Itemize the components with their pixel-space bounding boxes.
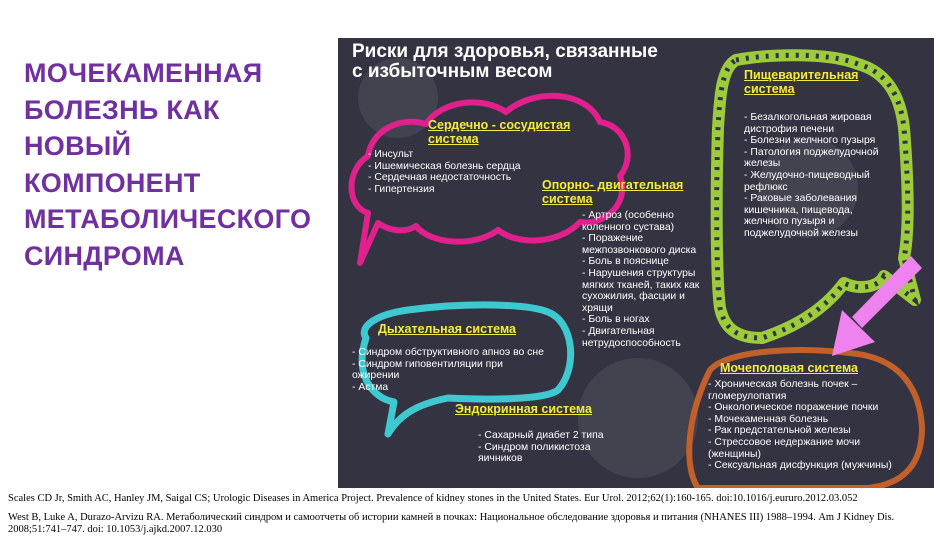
list-item: - Поражение [582,233,644,245]
respiratory-title [378,322,516,336]
list-item: - Нарушения структуры [582,267,696,279]
list-item: гломерулопатия [708,390,787,402]
references [8,493,933,543]
list-item: рефлюкс [744,181,788,193]
list-item: - Синдром обструктивного апноэ во сне [352,347,544,358]
list-item: поджелудочной железы [744,227,859,239]
list-item: - Инсульт [368,149,414,160]
list-item: - Желудочно-пищеводный [744,169,870,181]
list-item: - Онкологическое поражение почки [708,402,879,414]
list-item: - Сексуальная дисфункция (мужчины) [708,460,892,472]
list-item: - Артроз (особенно [582,210,674,221]
list-item: - Боль в пояснице [582,256,669,268]
slide-title-line: СИНДРОМА [24,240,185,271]
slide-title-line: НОВЫЙ [24,131,132,161]
list-item: яичников [478,453,523,465]
cardio-title-line: Сердечно - сосудистая [428,118,571,132]
slide-title-line: КОМПОНЕНТ [24,167,201,198]
list-item: хрящи [582,302,613,314]
list-item: - Гипертензия [368,183,435,195]
list-item: межпозвонкового диска [582,244,697,256]
list-item: - Сердечная недостаточность [368,172,512,184]
list-item: - Патология поджелудочной [744,146,879,158]
list-item: железы [744,158,781,170]
endocrine-title-line: Эндокринная система [455,402,592,416]
list-item: нетрудоспособность [582,337,681,349]
list-item: - Мочекаменная болезнь [708,413,829,425]
list-item: кишечника, пищевода, [744,204,853,216]
cardio-title-line: система [428,132,479,146]
musculo-title-line: Опорно- двигательная [542,178,684,192]
list-item: - Синдром гиповентиляции при [352,358,503,370]
slide-title-line: МОЧЕКАМЕННАЯ [24,58,263,88]
heading-line: с избыточным весом [352,61,553,82]
digestive-title [744,68,858,96]
endocrine-list [478,430,603,465]
list-item: - Синдром поликистоза [478,441,591,453]
cardio-title [428,118,570,146]
list-item: коленного сустава) [582,221,675,233]
urogenital-title [720,361,858,375]
urogenital-list [708,379,892,472]
respiratory-list [352,347,544,393]
list-item: ожирении [352,370,400,382]
pink-arrow-icon [832,256,922,356]
musculo-title-line: система [542,192,593,206]
musculo-title [542,178,683,206]
list-item: дистрофия печени [744,123,835,135]
digestive-list [744,112,879,240]
urogenital-title-line: Мочеполовая система [720,361,859,375]
list-item: - Болезни желчного пузыря [744,135,876,147]
cardio-list [368,149,521,195]
list-item: - Стрессовое недержание мочи [708,436,861,448]
digestive-title-line: система [744,82,795,96]
list-item: - Хроническая болезнь почек – [708,379,858,390]
slide-title-line: БОЛЕЗНЬ КАК [24,94,220,125]
list-item: - Боль в ногах [582,314,650,326]
list-item: - Раковые заболевания [744,193,858,205]
list-item: (женщины) [708,448,761,460]
list-item: - Рак предстательной железы [708,425,851,437]
heading-line: Риски для здоровья, связанные [352,41,658,62]
digestive-title-line: Пищеварительная [744,68,859,82]
endocrine-title [455,402,592,416]
reference-2: West B, Luke A, Durazo-Arvizu RA. Метаболический синдром и самоотчеты об истории камней в почках: Национальное обследование здоровья и питания (NHANES III) 1988–1994. Am J Kidney Dis. 2008;51:741–747. doi: 10.1053/j.ajkd.2007.12.030 [8,511,895,535]
respiratory-title-line: Дыхательная система [378,322,516,336]
list-item: - Астма [352,381,389,393]
reference-1: Scales CD Jr, Smith AC, Hanley JM, Saigal CS; Urologic Diseases in America Project. Prevalence of kidney stones in the United States. Eur Urol. 2012;62(1):160-165. doi:10.1016/j.eururo.2012.03.052 [8,493,858,504]
musculo-list [582,210,699,349]
list-item: - Ишемическая болезнь сердца [368,160,521,172]
slide-title [24,55,324,274]
list-item: - Сахарный диабет 2 типа [478,430,604,441]
infographic-heading [352,42,712,82]
list-item: мягких тканей, таких как [582,279,700,291]
list-item: желчного пузыря и [744,216,835,228]
list-item: - Безалкогольная жировая [744,112,872,123]
slide-title-line: МЕТАБОЛИЧЕСКОГО [24,204,312,234]
list-item: сухожилия, фасции и [582,291,685,303]
list-item: - Двигательная [582,325,655,337]
health-risks-infographic [338,38,934,488]
